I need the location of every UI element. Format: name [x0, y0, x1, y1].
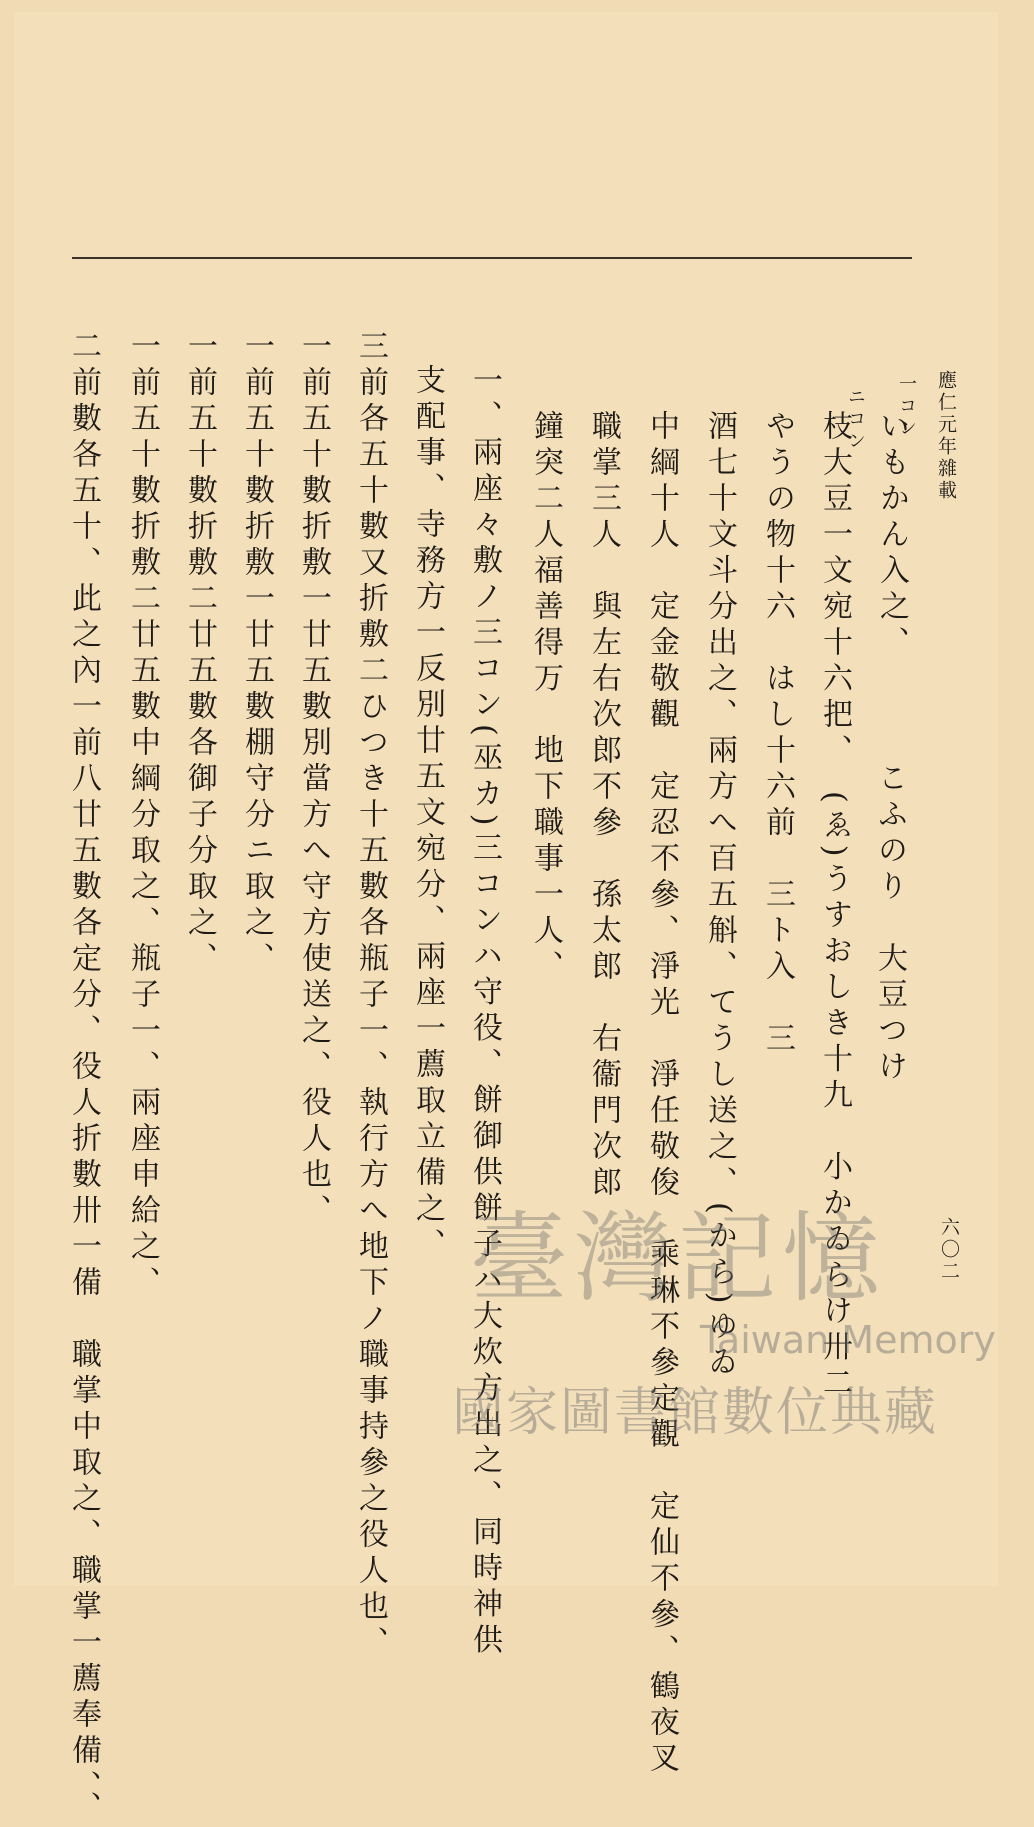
text-column: 鐘突二人福善得万 地下職事一人、 — [528, 410, 563, 986]
text-column: 中綱十人 定金敬觀 定忍不參、淨光 淨任敬俊 乘琳不參定觀 定仙不參、鶴夜叉 — [644, 410, 679, 1778]
text-column: 一前五十數折敷二廿五數中綱分取之、瓶子一、兩座申給之、 — [125, 330, 160, 1302]
watermark-english: Taiwan Memory — [700, 1318, 996, 1362]
text-column: 一前五十數折敷一廿五數別當方へ守方使送之、役人也、 — [296, 330, 331, 1230]
text-column: こふのり 大豆つけ — [872, 762, 907, 1086]
text-column: いもかん入之、 — [874, 410, 909, 662]
text-column: 酒七十文斗分出之、兩方へ百五斛、てうし送之、(から)ゆゐ — [702, 410, 737, 1382]
column-note: ニコン — [845, 387, 866, 453]
text-column: 職掌三人 與左右次郎不參 孫太郎 右衞門次郎 — [586, 410, 621, 1202]
text-column: 枝大豆一文宛十六把、 (ゑ)うすおしき十九 小かゐらけ卅二 — [817, 410, 852, 1403]
watermark-library: 國家圖書館數位典藏 — [452, 1383, 939, 1443]
page-number: 六〇二 — [938, 1217, 960, 1283]
watermark-logo-text: 臺灣記憶 — [470, 1202, 887, 1316]
text-column: 支配事、寺務方一反別廿五文宛分、兩座一薦取立備之、 — [410, 364, 445, 1264]
running-header: 應仁元年雜載 — [935, 370, 957, 502]
text-column: 一前五十數折敷二廿五數各御子分取之、 — [182, 330, 217, 978]
text-column: やうの物十六 はし十六前 三ト入 三 — [760, 410, 795, 1058]
text-column: 一、兩座々敷ノ三コン(巫カ)三コンハ守役、餅御供餅子ハ大炊方出之、同時神供 — [467, 364, 502, 1660]
separator-rule — [72, 257, 912, 259]
text-column: 二前數各五十、此之內一前八廿五數各定分、役人折數卅一備 職掌中取之、職掌一薦奉備、、 — [66, 330, 101, 1827]
column-note: 一コン — [896, 374, 917, 440]
text-column: 三前各五十數又折敷二ひつき十五數各瓶子一、執行方へ地下ノ職事持參之役人也、 — [353, 330, 388, 1662]
text-column: 一前五十數折敷一廿五數棚守分ニ取之、 — [239, 330, 274, 978]
